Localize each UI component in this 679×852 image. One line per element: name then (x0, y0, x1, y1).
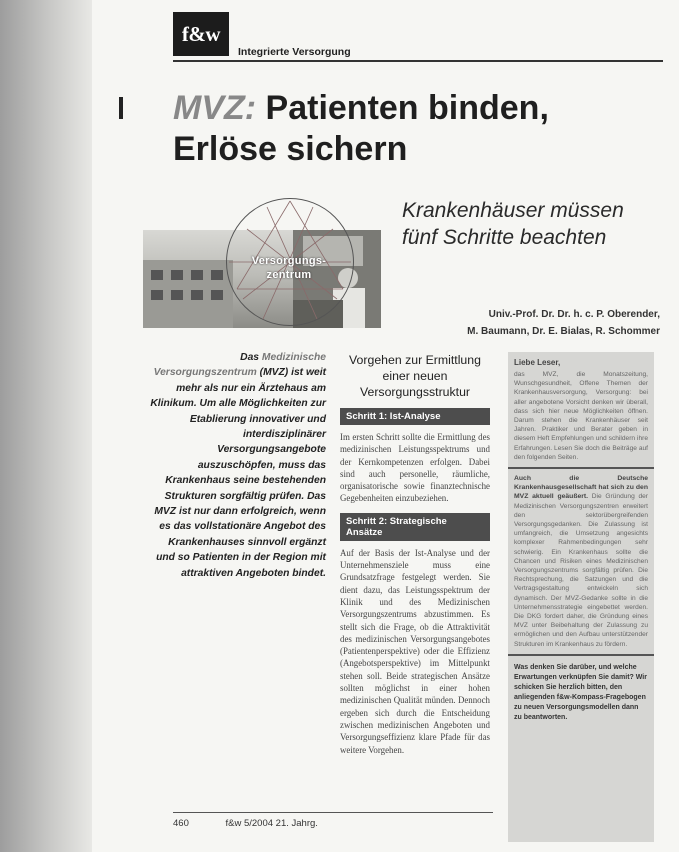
editorial-sidebar (508, 352, 654, 842)
intro-highlight: Medizinische Versorgungszentrum (153, 352, 326, 379)
article-title (173, 88, 549, 170)
authors-line1: Univ.-Prof. Dr. Dr. h. c. P. Oberender, (488, 309, 660, 320)
subtitle-line2: fünf Schritte beachten (402, 226, 607, 249)
title-highlight: MVZ: (173, 89, 257, 127)
process-box (340, 352, 490, 764)
fw-logo: f&w (173, 12, 229, 56)
sidebar-greeting: Liebe Leser, (514, 358, 561, 367)
margin-mark (119, 97, 123, 119)
authors-line2: M. Baumann, Dr. E. Bialas, R. Schommer (467, 326, 660, 337)
sidebar-divider-2 (508, 654, 654, 656)
intro-text: (MVZ) ist weit mehr als nur ein Ärztehaus am Klinikum. Um alle Möglichkeiten zur Etablierung innovativer und interdisziplinärer Versorgungsangebote auszuschöpfen, muss das Krankenhaus seine bestehenden Strukturen sorgfältig prüfen. Das MVZ ist nur dann erfolgreich, wenn es das vollstationäre Angebot des Krankenhauses sinnvoll ergänzt und so Patienten in der Region mit attraktiven Angeboten bindet. (150, 367, 326, 579)
sidebar-paragraph-1: das MVZ, die Monatszeitung, Wunschgesundheit, Offene Themen der Krankenhausversorgung, Versorgung: bei aller angebotene Vorsicht denken wir überall, dass sich hier neue Möglichkeiten öffnen. Darum stehen die Krankenhäuser seit Jahren. Praktiker und Berater geben in diesem Heft Empfehlungen und schildern ihre Erfahrungen. Lesen Sie doch die Beiträge auf den folgenden Seiten. (514, 371, 648, 461)
image-label-line2: zentrum (266, 269, 312, 281)
image-label-line1: Versorgungs- (251, 255, 327, 267)
sidebar-paragraph-2 (514, 474, 648, 649)
image-label (226, 254, 352, 282)
header-rule (173, 60, 663, 62)
authors (420, 306, 660, 340)
page-binding-shadow (0, 0, 92, 852)
step-1-text: Im ersten Schritt sollte die Ermittlung des medizinischen Leistungsspektrums und der Kernkompetenzen erfolgen. Dabei sind auch personelle, räumliche, organisatorische sowie finanztechnische Gegebenheiten einzubeziehen. (340, 432, 490, 504)
issue-info: f&w 5/2004 21. Jahrg. (225, 818, 318, 829)
subtitle-line1: Krankenhäuser müssen (402, 199, 624, 222)
step-1-heading: Schritt 1: Ist-Analyse (340, 408, 490, 425)
footer-rule (173, 812, 493, 813)
process-box-title: Vorgehen zur Ermittlung einer neuen Versorgungsstruktur (349, 353, 481, 399)
sidebar-paragraph-2-text: Die Gründung der Medizinischen Versorgungszentren erweitert den sektorübergreifenden Versorgungsgedanken. Die Zulassung ist umfangreich, die Umsetzung angesichts komplexer Rahmenbedingungen sehr schwierig. Ein Krankenhaus sollte die Chancen und Risiken eines Medizinischen Versorgungszentrums sorgfältig prüfen. Die Rechtsprechung, die Satzungen und die Vertragsgestaltung entwickeln sich dynamisch. Der MVZ-Gedanke sollte in die Unternehmensstrategie eingebettet werden. Die DKG fordert daher, die Gründung eines MVZ unter Beibehaltung der Zulassung zu ermöglichen und den Aufbau unterstützender Strukturen im Krankenhaus zu fördern. (514, 493, 648, 648)
step-2-text: Auf der Basis der Ist-Analyse und der Unternehmensziele muss eine Grundsatzfrage festgelegt werden. Sie dient dazu, das Leistungsspektrum der Klinik und des Medizinischen Versorgungszentrums abzustimmen. Es stellt sich die Frage, ob die Attraktivität des medizinischen Versorgungsangebotes (Patientenperspektive) oder die Effizienz (Angebotsperspektive) im Mittelpunkt stehen soll. Beide strategischen Ansätze sollten möglichst in einer hohen medizinischen Qualität münden. Dennoch ergeben sich durch die Entscheidung zwischen medizinischen Angeboten und Versorgungseffizienz klare Pfade für das weitere Vorgehen. (340, 547, 490, 755)
title-line2: Erlöse sichern (173, 130, 408, 168)
step-2-heading: Schritt 2: Strategische Ansätze (340, 513, 490, 541)
page-number: 460 (173, 818, 189, 829)
intro-paragraph (150, 350, 326, 581)
sidebar-question: Was denken Sie darüber, und welche Erwartungen verknüpfen Sie damit? Wir schicken Sie herzlich bitten, den anliegenden f&w-Kompass-Fragebogen zu neuen Versorgungsmodellen dann zu beantworten. (514, 663, 647, 721)
sidebar-divider (508, 467, 654, 469)
article-subtitle (402, 197, 662, 251)
page-footer (173, 818, 318, 829)
intro-lead: Das (240, 352, 262, 363)
sidebar-bold-lead: Auch die Deutsche Krankenhausgesellschaft hat sich zu den MVZ aktuell geäußert. (514, 475, 648, 501)
section-label: Integrierte Versorgung (238, 46, 351, 58)
title-line1: Patienten binden, (256, 89, 549, 127)
